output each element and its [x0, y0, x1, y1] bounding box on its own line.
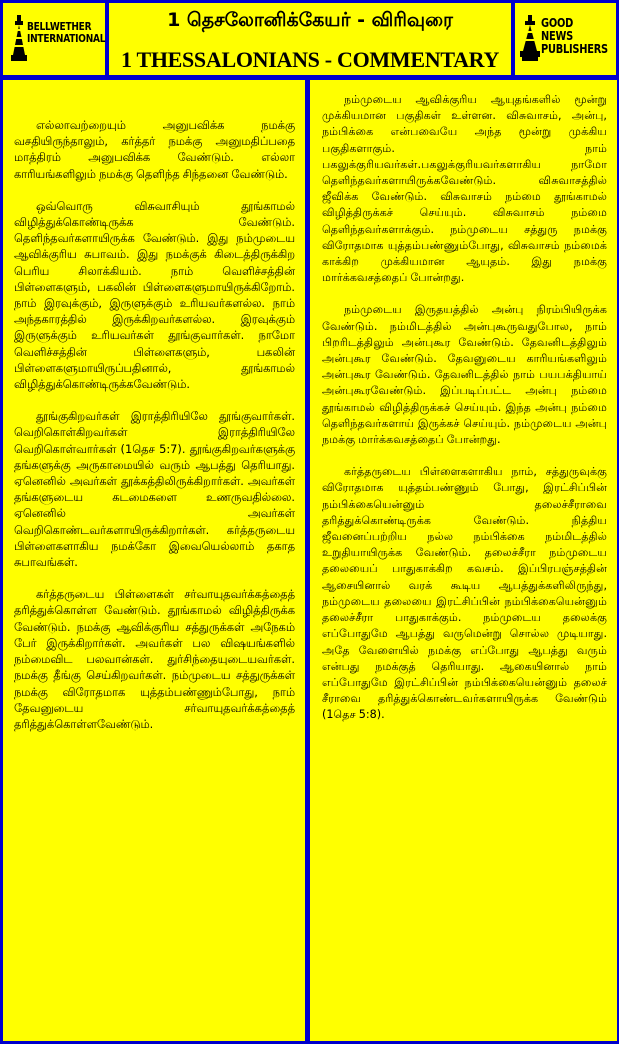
right-paragraph-1: நம்முடைய ஆவிக்குரிய ஆயுதங்களில் மூன்று முக்கியமான பகுதிகள் உள்ளன. விசுவாசம், அன்பு, நம்பிக்கை என்பவையே அந்த மூன்று முக்கிய பகுதிகளாகும். நாம் பகலுக்குரியவர்கள்.பகலுக்குரியவர்களாகிய நாமோ தெளிந்தவர்களாயிருக்கவேண்டும். விசுவாசத்தில் ஜீவிக்க வேண்டும். விசுவாசம் நம்மை தூங்காமல் விழித்திருக்கச் செய்யும். விசுவாசம் நம்மை தெளிந்தவர்களாக்கும். நம்முடைய சத்துரு நமக்கு விரோதமாக யுத்தம்பண்ணும்போது, விசுவாசம் நம்மைக் காக்கிற முக்கியமான ஆயுதம். இது நமக்கு மார்க்கவசத்தைப் போன்றது. — [322, 93, 607, 285]
left-paragraph-4: கர்த்தருடைய பிள்ளைகள் சர்வாயுதவர்க்கத்தைத் தரித்துக்கொள்ள வேண்டும். தூங்காமல் விழித்திருக்க வேண்டும். நமக்கு ஆவிக்குரிய சத்துருக்கள் அநேகம் பேர் இருக்கிறார்கள். அவர்கள் பல விஷயங்களில் நம்மைவிட பலவான்கள். துர்சிந்தையுடையவர்கள். நமக்கு தீங்கு செய்கிறவர்கள். நம்முடைய சத்துருக்கள் நமக்கு விரோதமாக யுத்தம்பண்ணும்போது, நாம் தேவனுடைய சர்வாயுதவர்க்கத்தைத் தரித்துக்கொள்ளவேண்டும். — [14, 587, 295, 731]
good-news-logo — [515, 3, 616, 75]
right-paragraph-3: கர்த்தருடைய பிள்ளைகளாகிய நாம், சத்துருவுக்கு விரோதமாக யுத்தம்பண்ணும் போது, இரட்சிப்பின் நம்பிக்கையென்னும் தலைச்சீராவை தரித்துக்கொண்டிருக்க வேண்டும். நித்திய ஜீவனைப்பற்றிய நல்ல நம்பிக்கை நம்மிடத்தில் உறுதியாயிருக்க வேண்டும். தலைச்சீரா நம்முடைய தலையைப் பாதுகாக்கிற கவசம். இப்பிரபஞ்சத்தின் ஆசையினால் வரக் கூடிய ஆபத்துக்களிலிருந்து, நம்முடைய தலையை இரட்சிப்பின் நம்பிக்கையென்னும் தலைச்சீரா பாதுகாக்கும். நம்முடைய தலைக்கு எப்போதுமே ஆபத்து வருமென்று சொல்ல முடியாது. அதே வேளையில் நமக்கு எப்போது ஆபத்து வரும் என்பது நமக்குத் தெரியாது. ஆகையினால் நாம் எப்போதுமே இரட்சிப்பின் நம்பிக்கையென்னும் தலைச் சீராவை தரித்துக்கொண்டவர்களாயிருக்க வேண்டும் (1தெச 5:8). — [322, 465, 607, 722]
bellwether-emblem-icon — [11, 15, 27, 67]
left-paragraph-1: எல்லாவற்றையும் அனுபவிக்க நமக்கு வசதியிருந்தாலும், கர்த்தர் நமக்கு அனுமதிப்பதை மாத்திரம் அனுபவிக்க வேண்டும். எல்லா காரியங்களிலும் நமக்கு தெளிந்த சிந்தனை வேண்டும். — [14, 118, 295, 181]
right-paragraph-2: நம்முடைய இருதயத்தில் அன்பு நிரம்பியிருக்க வேண்டும். நம்மிடத்தில் அன்புகூருவதுபோல, நாம் பிறரிடத்திலும் அன்புகூர வேண்டும். தேவனிடத்திலும் அன்புகூர வேண்டும். தேவனுடைய காரியங்களிலும் அன்புகூர வேண்டும். தேவனிடத்தில் நாம் பயபக்தியாய் அன்புகூரவேண்டும். இப்படிப்பட்ட அன்பு நம்மை தூங்காமல் விழித்திருக்கச் செய்யும். இந்த அன்பு நம்மை தெளிந்தவர்களாய் இருக்கச் செய்யும். நம்முடைய அன்பு நமக்கு மார்க்கவசத்தைப் போன்றது. — [322, 303, 607, 447]
bellwether-logo-text: BELLWETHER INTERNATIONAL — [27, 20, 106, 45]
left-column — [3, 80, 305, 1041]
title-box — [109, 3, 511, 75]
left-paragraph-3: தூங்குகிறவர்கள் இராத்திரியிலே தூங்குவார்கள். வெறிகொள்கிறவர்கள் இராத்திரியிலே வெறிகொள்வார்கள் (1தெச 5:7). தூங்குகிறவர்களுக்கு தங்களுக்கு அருகாமையில் வரும் ஆபத்து தெரியாது. ஏனெனில் அவர்கள் தூக்கத்திலிருக்கிறார்கள். அவர்கள் தங்களுடைய கடமைகளை உணருவதில்லை. ஏனெனில் அவர்கள் வெறிகொண்டவர்களாயிருக்கிறார்கள். கர்த்தருடைய பிள்ளைகளாகிய நமக்கோ இவையெல்லாம் தகாத சுபாவங்கள். — [14, 409, 295, 570]
title-english: 1 THESSALONIANS - COMMENTARY — [120, 47, 500, 72]
right-column — [310, 80, 617, 1041]
title-tamil: 1 தெசலோனிக்கேயர் - விரிவுரை — [167, 9, 453, 31]
left-paragraph-2: ஒவ்வொரு விசுவாசியும் தூங்காமல் விழித்துக்கொண்டிருக்க வேண்டும். தெளிந்தவர்களாயிருக்க வேண்டும். இது நம்முடைய ஆவிக்குரிய சுபாவம். இது நமக்குக் கிடைத்திருக்கிற பெரிய சிலாக்கியம். நாம் வெளிச்சத்தின் பிள்ளைகளும், பகலின் பிள்ளைகளுமாயிருக்கிறோம். நாம் இரவுக்கும், இருளுக்கும் உரியவர்களல்ல. நாம் அந்தகாரத்தில் இருக்கிறவர்களல்ல. இரவுக்கும் இருளுக்கும் உரியவர்கள் தூங்குவார்கள். நாமோ வெளிச்சத்தின் பிள்ளைகளும், பகலின் பிள்ளைகளுமாயிருப்பதினால், தூங்காமல் விழித்துக்கொண்டிருக்கவேண்டும். — [14, 198, 295, 392]
good-news-emblem-icon — [520, 15, 540, 63]
good-news-logo-text: GOOD NEWS PUBLISHERS — [541, 16, 608, 56]
bellwether-logo — [3, 3, 105, 75]
